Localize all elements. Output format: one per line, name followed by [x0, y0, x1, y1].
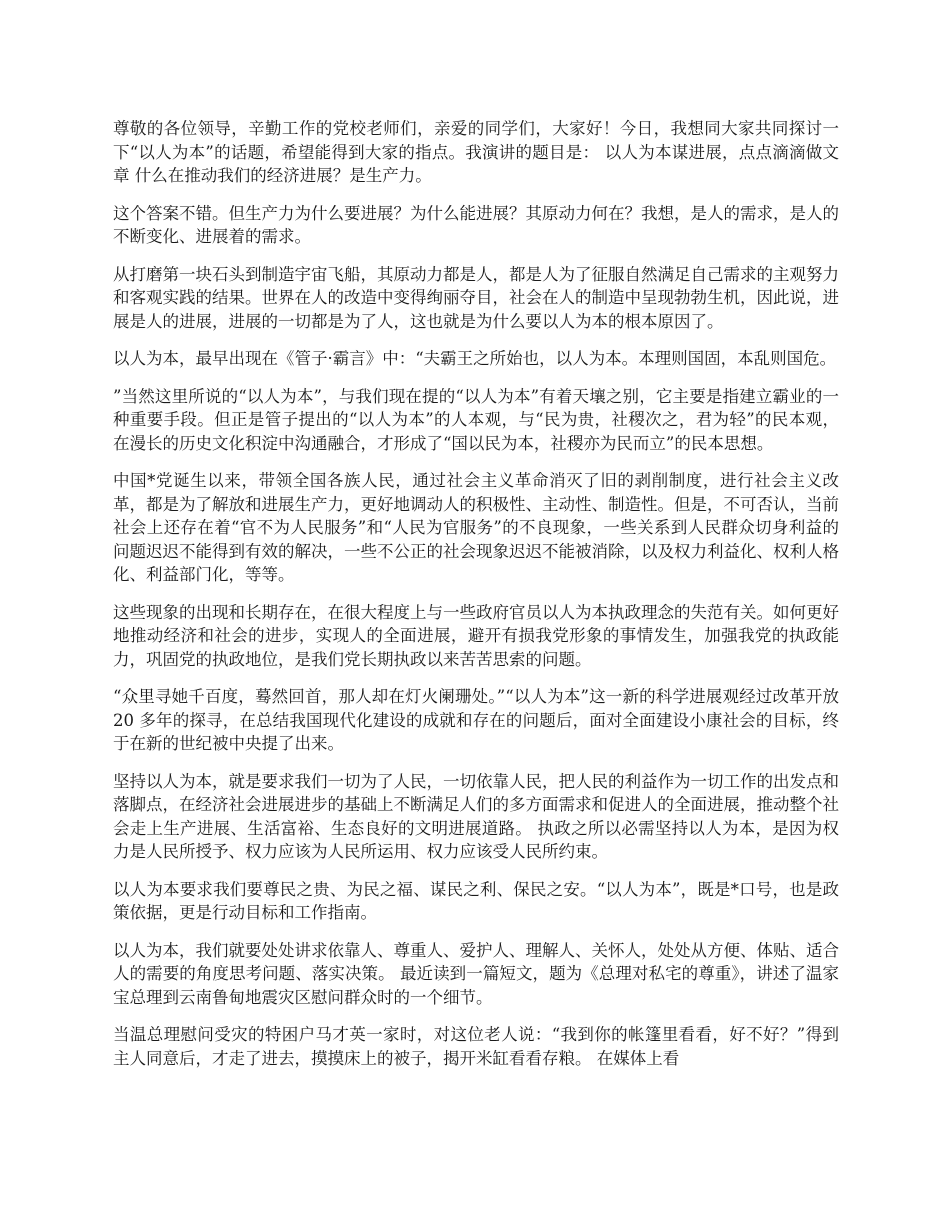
paragraph-2: 这个答案不错。但生产力为什么要进展？为什么能进展？其原动力何在？我想，是人的需求，是人的不断变化、进展着的需求。 [113, 203, 839, 246]
paragraph-4: 以人为本，最早出现在《管子·霸言》中：“夫霸王之所始也，以人为本。本理则国固，本乱则国危。 [113, 349, 837, 368]
paragraph-9: 坚持以人为本，就是要求我们一切为了人民，一切依靠人民，把人民的利益作为一切工作的出发点和落脚点，在经济社会进展进步的基础上不断满足人们的多方面需求和促进人的全面进展，推动整个社会走上生产进展、生活富裕、生态良好的文明进展道路。 执政之所以必需坚持以人为本，是因为权力是人民所授予、权力应该为人民所运用、权力应该受人民所约束。 [113, 771, 839, 861]
paragraph-5: ”当然这里所说的“以人为本”，与我们现在提的“以人为本”有着天壤之别，它主要是指建立霸业的一种重要手段。但正是管子提出的“以人为本”的人本观，与“民为贵，社稷次之，君为轻”的民本观，在漫长的历史文化积淀中沟通融合，才形成了“国以民为本，社稷亦为民而立”的民本思想。 [113, 386, 839, 453]
paragraph-10: 以人为本要求我们要尊民之贵、为民之福、谋民之利、保民之安。“以人为本”，既是*口号，也是政策依据，更是行动目标和工作指南。 [113, 879, 839, 922]
paragraph-11: 以人为本，我们就要处处讲求依靠人、尊重人、爱护人、理解人、关怀人，处处从方便、体贴、适合人的需要的角度思考问题、落实决策。 最近读到一篇短文，题为《总理对私宅的尊重》，讲述了温家宝总理到云南鲁甸地震灾区慰问群众时的一个细节。 [113, 940, 839, 1007]
document-body [113, 117, 839, 1084]
paragraph-3: 从打磨第一块石头到制造宇宙飞船，其原动力都是人，都是人为了征服自然满足自己需求的主观努力和客观实践的结果。世界在人的改造中变得绚丽夺目，社会在人的制造中呈现勃勃生机，因此说，进展是人的进展，进展的一切都是为了人，这也就是为什么要以人为本的根本原因了。 [113, 264, 839, 331]
paragraph-1: 尊敬的各位领导，辛勤工作的党校老师们，亲爱的同学们，大家好！今日，我想同大家共同探讨一下“以人为本”的话题，希望能得到大家的指点。我演讲的题目是： 以人为本谋进展，点点滴滴做文章 什么在推动我们的经济进展？是生产力。 [113, 119, 839, 185]
paragraph-6: 中国*党诞生以来，带领全国各族人民，通过社会主义革命消灭了旧的剥削制度，进行社会主义改革，都是为了解放和进展生产力，更好地调动人的积极性、主动性、制造性。但是，不可否认，当前社会上还存在着“官不为人民服务”和“人民为官服务”的不良现象，一些关系到人民群众切身利益的问题迟迟不能得到有效的解决，一些不公正的社会现象迟迟不能被消除，以及权力利益化、权利人格化、利益部门化，等等。 [113, 471, 839, 584]
paragraph-8: “众里寻她千百度，蓦然回首，那人却在灯火阑珊处。”“以人为本”这一新的科学进展观经过改革开放 20 多年的探寻，在总结我国现代化建设的成就和存在的问题后，面对全面建设小康社会的目标，终于在新的世纪被中央提了出来。 [113, 687, 839, 753]
paragraph-12: 当温总理慰问受灾的特困户马才英一家时，对这位老人说：“我到你的帐篷里看看，好不好？”得到主人同意后，才走了进去，摸摸床上的被子，揭开米缸看看存粮。 在媒体上看 [113, 1025, 839, 1068]
paragraph-7: 这些现象的出现和长期存在，在很大程度上与一些政府官员以人为本执政理念的失范有关。如何更好地推动经济和社会的进步，实现人的全面进展，避开有损我党形象的事情发生，加强我党的执政能力，巩固党的执政地位，是我们党长期执政以来苦苦思索的问题。 [113, 602, 839, 669]
